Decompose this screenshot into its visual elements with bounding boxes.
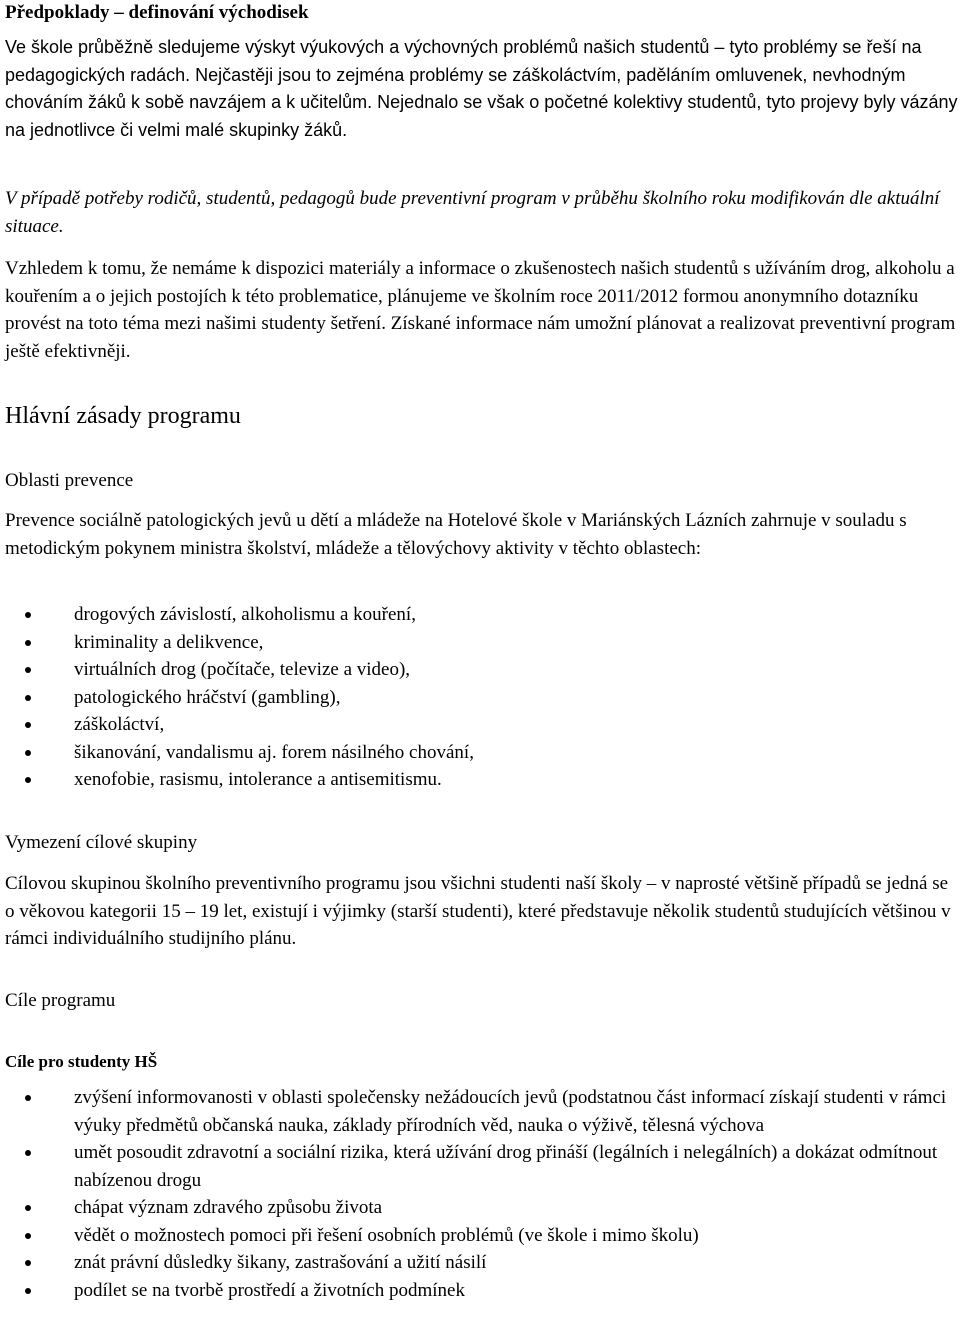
bullet-icon	[25, 1233, 31, 1239]
bullet-icon	[25, 1150, 31, 1156]
bullet-icon	[25, 612, 31, 618]
heading-cile-programu: Cíle programu	[5, 990, 116, 1011]
bullet-icon	[25, 640, 31, 646]
bullet-icon	[25, 777, 31, 783]
paragraph-modifikace: V případě potřeby rodičů, studentů, pedagogů bude preventivní program v průběhu školního roku modifikován dle aktuální situace.	[5, 188, 940, 237]
list-cile	[5, 1084, 958, 1304]
list-item: virtuálních drog (počítače, televize a video),	[5, 656, 958, 684]
list-item: patologického hráčství (gambling),	[5, 684, 958, 712]
list-item: šikanování, vandalismu aj. forem násilného chování,	[5, 739, 958, 767]
list-item: chápat význam zdravého způsobu života	[5, 1194, 958, 1222]
bullet-icon	[25, 695, 31, 701]
bullet-icon	[25, 722, 31, 728]
list-item: zvýšení informovanosti v oblasti společensky nežádoucích jevů (podstatnou část informací získají studenti v rámci výuky předmětů občanská nauka, základy přírodních věd, nauka o výživě, tělesná výchova	[5, 1084, 958, 1139]
list-oblasti	[5, 601, 958, 794]
heading-cile-pro-studenty: Cíle pro studenty HŠ	[5, 1052, 158, 1071]
paragraph-oblasti-intro: Prevence sociálně patologických jevů u dětí a mládeže na Hotelové škole v Mariánských Lázních zahrnuje v souladu s metodickým pokynem ministra školství, mládeže a tělovýchovy aktivity v těchto oblastech:	[5, 510, 907, 559]
list-item: kriminality a delikvence,	[5, 629, 958, 657]
section-heading-predpoklady: Předpoklady – definování východisek	[5, 2, 309, 23]
list-item: vědět o možnostech pomoci při řešení osobních problémů (ve škole i mimo školu)	[5, 1222, 958, 1250]
heading-hlavni-zasady: Hlávní zásady programu	[5, 403, 241, 429]
heading-oblasti-prevence: Oblasti prevence	[5, 470, 134, 491]
list-item: záškoláctví,	[5, 711, 958, 739]
bullet-icon	[25, 750, 31, 756]
bullet-icon	[25, 1260, 31, 1266]
paragraph-cilova-skupina: Cílovou skupinou školního preventivního programu jsou všichni studenti naší školy – v naprosté většině případů se jedná se o věkovou kategorii 15 – 19 let, existují i výjimky (starší studenti), které představuje několik studentů studujících většinou v rámci individuálního studijního plánu.	[5, 873, 951, 949]
paragraph-problemy: Ve škole průběžně sledujeme výskyt výukových a výchovných problémů našich studentů – tyto problémy se řeší na pedagogických radách. Nejčastěji jsou to zejména problémy se záškoláctvím, paděláním omluvenek, nevhodným chováním žáků k sobě navzájem a k učitelům. Nejednalo se však o početné kolektivy studentů, tyto projevy byly vázány na jednotlivce či velmi malé skupinky žáků.	[5, 37, 958, 140]
list-item: drogových závislostí, alkoholismu a kouření,	[5, 601, 958, 629]
bullet-icon	[25, 1205, 31, 1211]
bullet-icon	[25, 1288, 31, 1294]
bullet-icon	[25, 667, 31, 673]
paragraph-dotaznik: Vzhledem k tomu, že nemáme k dispozici materiály a informace o zkušenostech našich studentů s užíváním drog, alkoholu a kouřením a o jejich postojích k této problematice, plánujeme ve školním roce 2011/2012 formou anonymního dotazníku provést na toto téma mezi našimi studenty šetření. Získané informace nám umožní plánovat a realizovat preventivní program ještě efektivněji.	[5, 258, 956, 362]
bullet-icon	[25, 1095, 31, 1101]
list-item: umět posoudit zdravotní a sociální rizika, která užívání drog přináší (legálních i nelegálních) a dokázat odmítnout nabízenou drogu	[5, 1139, 958, 1194]
list-item: podílet se na tvorbě prostředí a životních podmínek	[5, 1277, 958, 1305]
heading-cilova-skupina: Vymezení cílové skupiny	[5, 832, 198, 853]
list-item: xenofobie, rasismu, intolerance a antisemitismu.	[5, 766, 958, 794]
list-item: znát právní důsledky šikany, zastrašování a užití násilí	[5, 1249, 958, 1277]
